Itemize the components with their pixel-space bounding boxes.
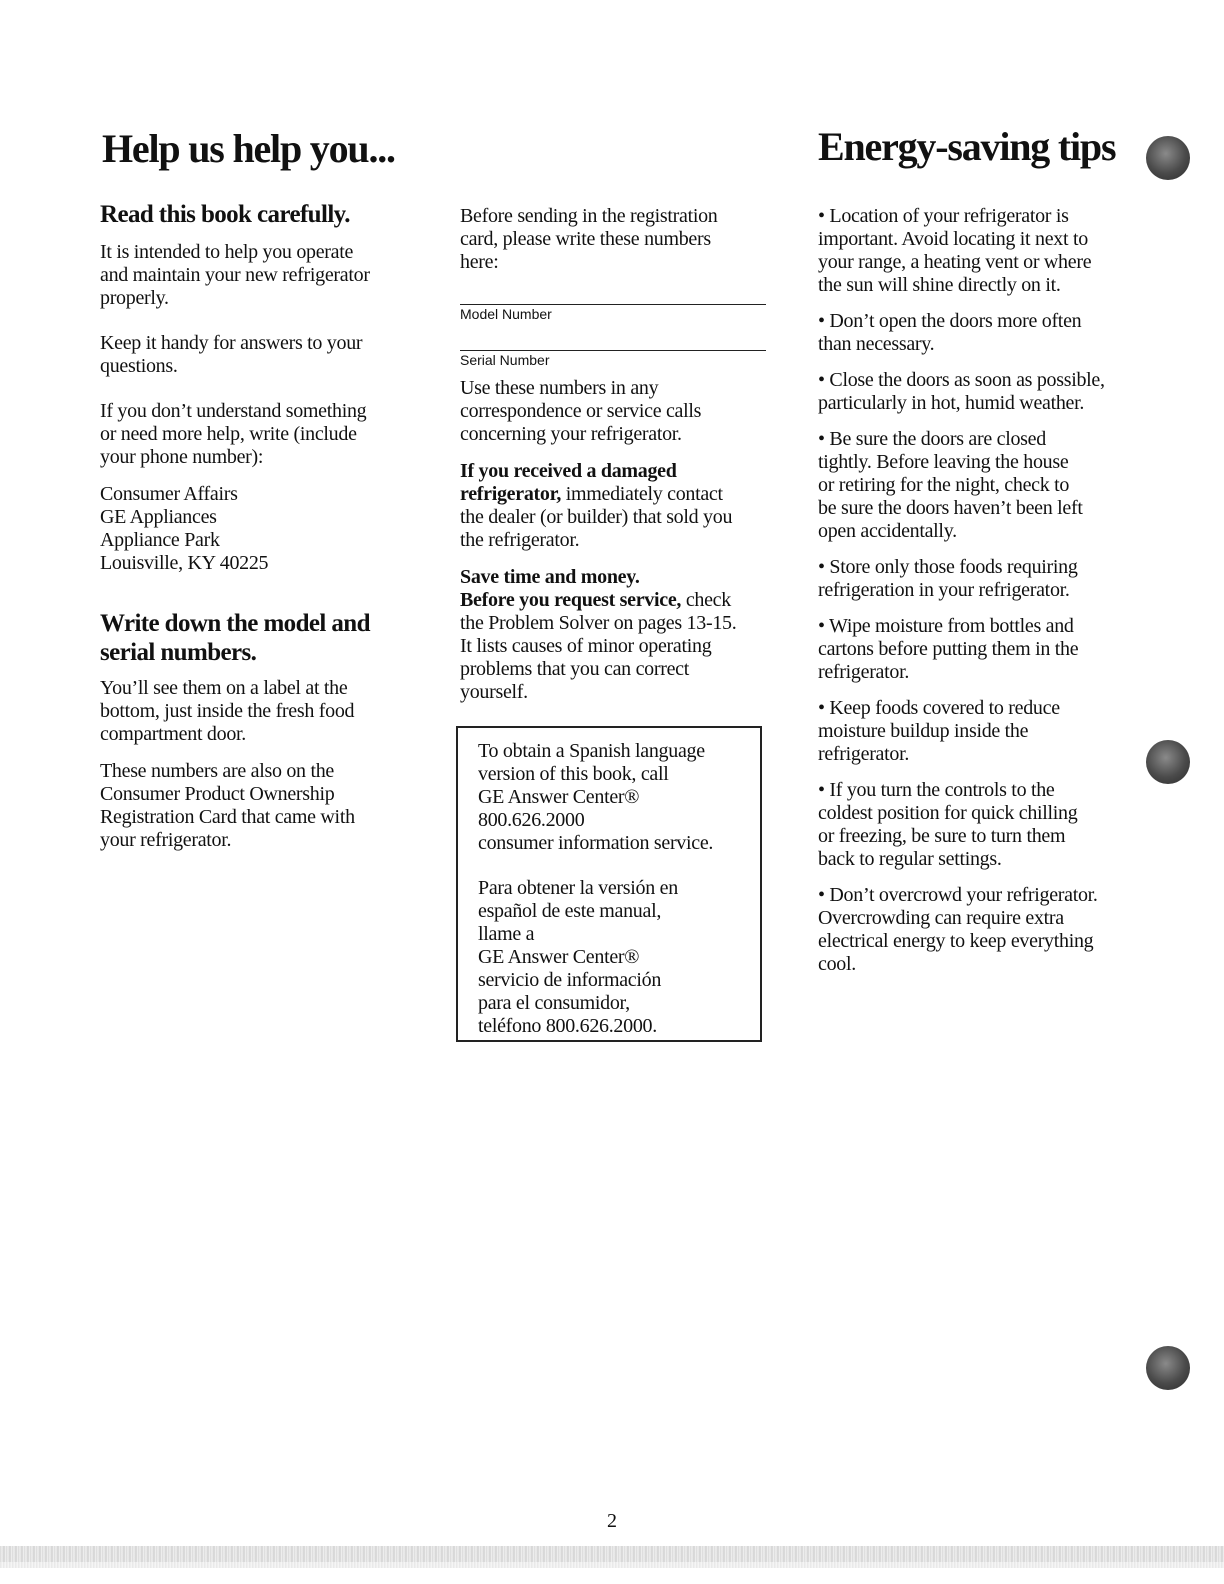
text-line: • Be sure the doors are closed: [818, 428, 1046, 450]
model-number-line: [460, 304, 766, 305]
text-line: here:: [460, 251, 499, 273]
text-line: concerning your refrigerator.: [460, 423, 682, 445]
text-line: • Location of your refrigerator is: [818, 205, 1069, 227]
page-title-help: Help us help you...: [102, 126, 395, 171]
damaged-bold-text-2: refrigerator,: [460, 483, 562, 505]
write-heading: [100, 609, 420, 667]
text-line: open accidentally.: [818, 520, 957, 542]
text-line: your refrigerator.: [100, 829, 232, 851]
hole-punch-dot-icon: [1146, 1346, 1190, 1390]
text-line: teléfono 800.626.2000.: [478, 1015, 657, 1037]
text-line: Para obtener la versión en: [478, 877, 678, 899]
serial-number-line: [460, 350, 766, 351]
tip-doors-open: [818, 310, 1148, 356]
text-line: refrigerator.: [818, 661, 910, 683]
save-time-paragraph: [460, 566, 780, 704]
tip-location: [818, 205, 1148, 297]
text-line: Before sending in the registration: [460, 205, 718, 227]
before-paragraph: [460, 205, 780, 274]
damaged-paragraph: [460, 460, 780, 552]
write-heading-line: serial numbers.: [100, 639, 257, 666]
text-line: Overcrowding can require extra: [818, 907, 1064, 929]
damaged-text: immediately contact: [565, 483, 723, 505]
hole-punch-dot-icon: [1146, 136, 1190, 180]
text-line: card, please write these numbers: [460, 228, 711, 250]
text-line: It is intended to help you operate: [100, 241, 354, 263]
text-line: and maintain your new refrigerator: [100, 264, 370, 286]
save-time-heading: Save time and money.: [460, 566, 640, 588]
text-line: Use these numbers in any: [460, 377, 659, 399]
text-line: electrical energy to keep everything: [818, 930, 1094, 952]
read-paragraph-3: [100, 400, 420, 469]
tip-store-foods: [818, 556, 1148, 602]
text-line: bottom, just inside the fresh food: [100, 700, 355, 722]
tip-cover-foods: [818, 697, 1148, 766]
text-line: consumer information service.: [478, 832, 714, 854]
text-line: cartons before putting them in the: [818, 638, 1079, 660]
text-line: You’ll see them on a label at the: [100, 677, 348, 699]
text-line: correspondence or service calls: [460, 400, 702, 422]
text-line: [460, 483, 780, 506]
read-paragraph-1: [100, 241, 420, 310]
text-line: properly.: [100, 287, 169, 309]
text-line: • Don’t overcrowd your refrigerator.: [818, 884, 1098, 906]
text-line: be sure the doors haven’t been left: [818, 497, 1083, 519]
scan-edge-strip: [0, 1546, 1224, 1562]
text-line: your phone number):: [100, 446, 264, 468]
text-line: version of this book, call: [478, 763, 669, 785]
tip-close-doors: [818, 369, 1148, 415]
model-number-label: Model Number: [460, 306, 552, 322]
box-english: [478, 740, 760, 855]
address-line: GE Appliances: [100, 506, 217, 528]
text-line: particularly in hot, humid weather.: [818, 392, 1085, 414]
scan-edge-strip-2: [0, 1562, 1224, 1568]
before-service-bold: Before you request service,: [460, 589, 682, 611]
text-line: back to regular settings.: [818, 848, 1002, 870]
text-line: the dealer (or builder) that sold you: [460, 506, 733, 528]
text-line: coldest position for quick chilling: [818, 802, 1078, 824]
text-line: the sun will shine directly on it.: [818, 274, 1061, 296]
text-line: • Keep foods covered to reduce: [818, 697, 1060, 719]
text-line: 800.626.2000: [478, 809, 585, 831]
tip-doors-closed: [818, 428, 1148, 543]
address-line: Appliance Park: [100, 529, 220, 551]
text-line: Keep it handy for answers to your: [100, 332, 363, 354]
text-line: • Close the doors as soon as possible,: [818, 369, 1105, 391]
text-line: compartment door.: [100, 723, 246, 745]
serial-number-label: Serial Number: [460, 352, 550, 368]
text-line: the refrigerator.: [460, 529, 580, 551]
page-title-energy: Energy-saving tips: [818, 124, 1116, 169]
column-middle-body: [460, 377, 780, 718]
text-line: • Store only those foods requiring: [818, 556, 1078, 578]
text-line: llame a: [478, 923, 535, 945]
text-line: or retiring for the night, check to: [818, 474, 1070, 496]
text-line: refrigeration in your refrigerator.: [818, 579, 1070, 601]
text-line: questions.: [100, 355, 178, 377]
tip-controls: [818, 779, 1148, 871]
text-line: • Don’t open the doors more often: [818, 310, 1082, 332]
text-line: cool.: [818, 953, 856, 975]
address-block: [100, 483, 420, 575]
text-line: To obtain a Spanish language: [478, 740, 705, 762]
page-number: 2: [607, 1510, 617, 1532]
text-line: or freezing, be sure to turn them: [818, 825, 1066, 847]
text-line: important. Avoid locating it next to: [818, 228, 1088, 250]
text-line: Registration Card that came with: [100, 806, 355, 828]
column-left: [100, 200, 420, 866]
text-line: • If you turn the controls to the: [818, 779, 1055, 801]
text-line: than necessary.: [818, 333, 935, 355]
read-paragraph-2: [100, 332, 420, 378]
text-line: your range, a heating vent or where: [818, 251, 1092, 273]
energy-tips-list: [818, 205, 1148, 989]
text-line: • Wipe moisture from bottles and: [818, 615, 1074, 637]
text-line: GE Answer Center®: [478, 946, 640, 968]
text-line: or need more help, write (include: [100, 423, 357, 445]
damaged-bold-text: If you received a damaged: [460, 460, 677, 482]
box-spanish: [478, 877, 760, 1038]
text-line: [460, 589, 780, 612]
text-line: moisture buildup inside the: [818, 720, 1029, 742]
text-line: the Problem Solver on pages 13-15.: [460, 612, 737, 634]
text-line: It lists causes of minor operating: [460, 635, 712, 657]
tip-overcrowd: [818, 884, 1148, 976]
write-heading-line: Write down the model and: [100, 610, 370, 637]
text-line: If you don’t understand something: [100, 400, 367, 422]
text-line: español de este manual,: [478, 900, 662, 922]
spanish-info-box: [456, 726, 762, 1042]
text-line: tightly. Before leaving the house: [818, 451, 1069, 473]
text-line: problems that you can correct: [460, 658, 689, 680]
text-line: Consumer Product Ownership: [100, 783, 335, 805]
hole-punch-dot-icon: [1146, 740, 1190, 784]
text-line: These numbers are also on the: [100, 760, 334, 782]
write-paragraph-1: [100, 677, 420, 746]
text-line: para el consumidor,: [478, 992, 630, 1014]
text-line: yourself.: [460, 681, 528, 703]
text-line: GE Answer Center®: [478, 786, 640, 808]
use-paragraph: [460, 377, 780, 446]
address-line: Louisville, KY 40225: [100, 552, 269, 574]
text-line: refrigerator.: [818, 743, 910, 765]
text-line: servicio de información: [478, 969, 662, 991]
check-text: check: [685, 589, 731, 611]
address-line: Consumer Affairs: [100, 483, 238, 505]
write-paragraph-2: [100, 760, 420, 852]
read-heading: Read this book carefully.: [100, 201, 350, 228]
tip-wipe-moisture: [818, 615, 1148, 684]
